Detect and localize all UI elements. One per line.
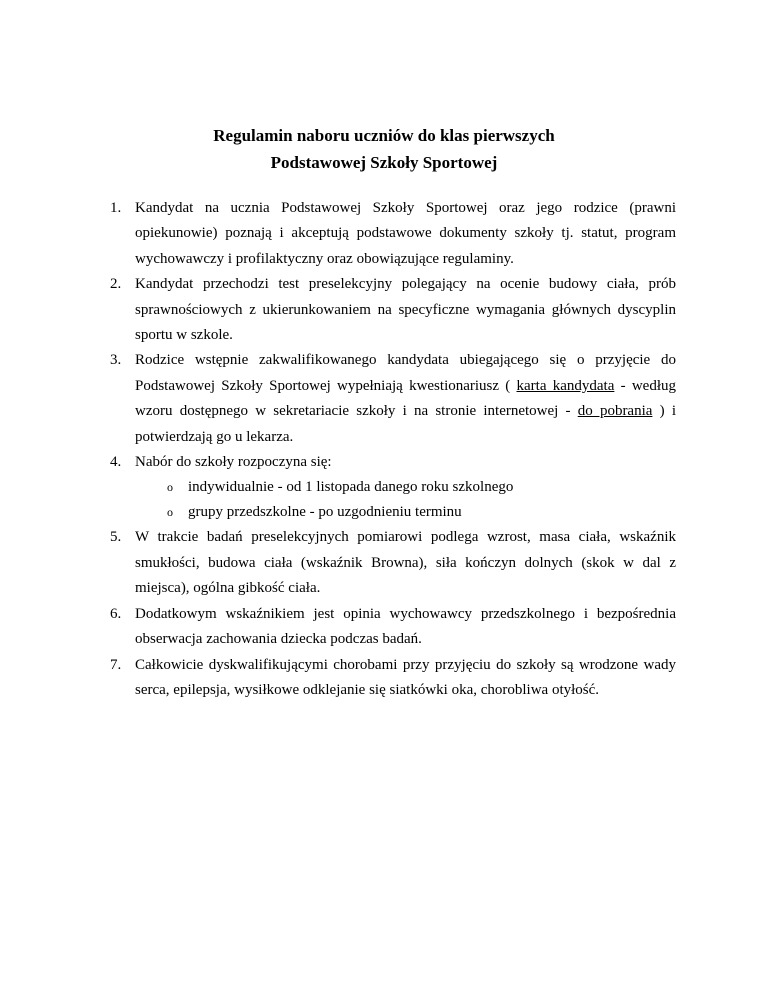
regulation-item-4 [110, 450, 676, 525]
item-text-after: ) i potwierdzają go u lekarza. [135, 403, 676, 445]
document-title-line-1: Regulamin naboru uczniów do klas pierwszych [213, 126, 555, 145]
item-text-before: Rodzice wstępnie zakwalifikowanego kandydata ubiegającego się o przyjęcie do Podstawowej Szkoły Sportowej wypełniają kwestionariusz ( [135, 352, 676, 394]
item-text: Kandydat na ucznia Podstawowej Szkoły Sportowej oraz jego rodzice (prawni opiekunowie) poznają i akceptują podstawowe dokumenty szkoły tj. statut, program wychowawczy i profilaktyczny oraz obowiązujące regulaminy. [135, 200, 676, 267]
regulation-item-1 [110, 196, 676, 272]
bullet-icon: o [167, 505, 173, 520]
item-text: W trakcie badań preselekcyjnych pomiarowi podlega wzrost, masa ciała, wskaźnik smukłości, budowa ciała (wskaźnik Browna), siła kończyn dolnych (skok w dal z miejsca), ogólna gibkość ciała. [135, 529, 676, 597]
item-text: Całkowicie dyskwalifikującymi chorobami przy przyjęciu do szkoły są wrodzone wady serca, epilepsja, wysiłkowe odklejanie się siatkówki oka, chorobliwa otyłość. [135, 656, 676, 698]
regulations-list [110, 196, 676, 703]
sublist-item-individual [135, 475, 676, 500]
recruitment-sublist [135, 475, 676, 525]
item-text: Kandydat przechodzi test preselekcyjny polegający na ocenie budowy ciała, prób sprawnościowych z ukierunkowaniem na specyficzne wymagania głównych dyscyplin sportu w szkole. [135, 276, 676, 344]
item-text: Nabór do szkoły rozpoczyna się: [135, 454, 332, 471]
regulation-item-7 [110, 653, 676, 704]
sublist-item-preschool-groups [135, 500, 676, 525]
sublist-item-text: indywidualnie - od 1 listopada danego roku szkolnego [188, 479, 514, 496]
item-text: Dodatkowym wskaźnikiem jest opinia wychowawcy przedszkolnego i bezpośrednia obserwacja zachowania dziecka podczas badań. [135, 605, 676, 648]
do-pobrania-link[interactable]: do pobrania [577, 403, 653, 420]
sublist-item-text: grupy przedszkolne - po uzgodnieniu terminu [188, 504, 462, 521]
item-number: 6. [110, 605, 122, 622]
item-number: 1. [110, 200, 122, 216]
karta-kandydata-link[interactable]: karta kandydata [516, 377, 615, 394]
regulation-item-5 [110, 525, 676, 601]
bullet-icon: o [167, 480, 173, 495]
item-number: 2. [110, 276, 122, 293]
regulation-item-2 [110, 272, 676, 348]
item-number: 5. [110, 529, 122, 546]
item-text-middle: - według wzoru dostępnego w sekretariacie szkoły i na stronie internetowej - [135, 377, 676, 420]
item-number: 3. [110, 352, 122, 369]
regulation-item-3 [110, 348, 676, 450]
regulation-item-6 [110, 602, 676, 653]
document-title-line-2: Podstawowej Szkoły Sportowej [270, 153, 498, 172]
item-number: 7. [110, 656, 122, 673]
item-number: 4. [110, 454, 122, 471]
